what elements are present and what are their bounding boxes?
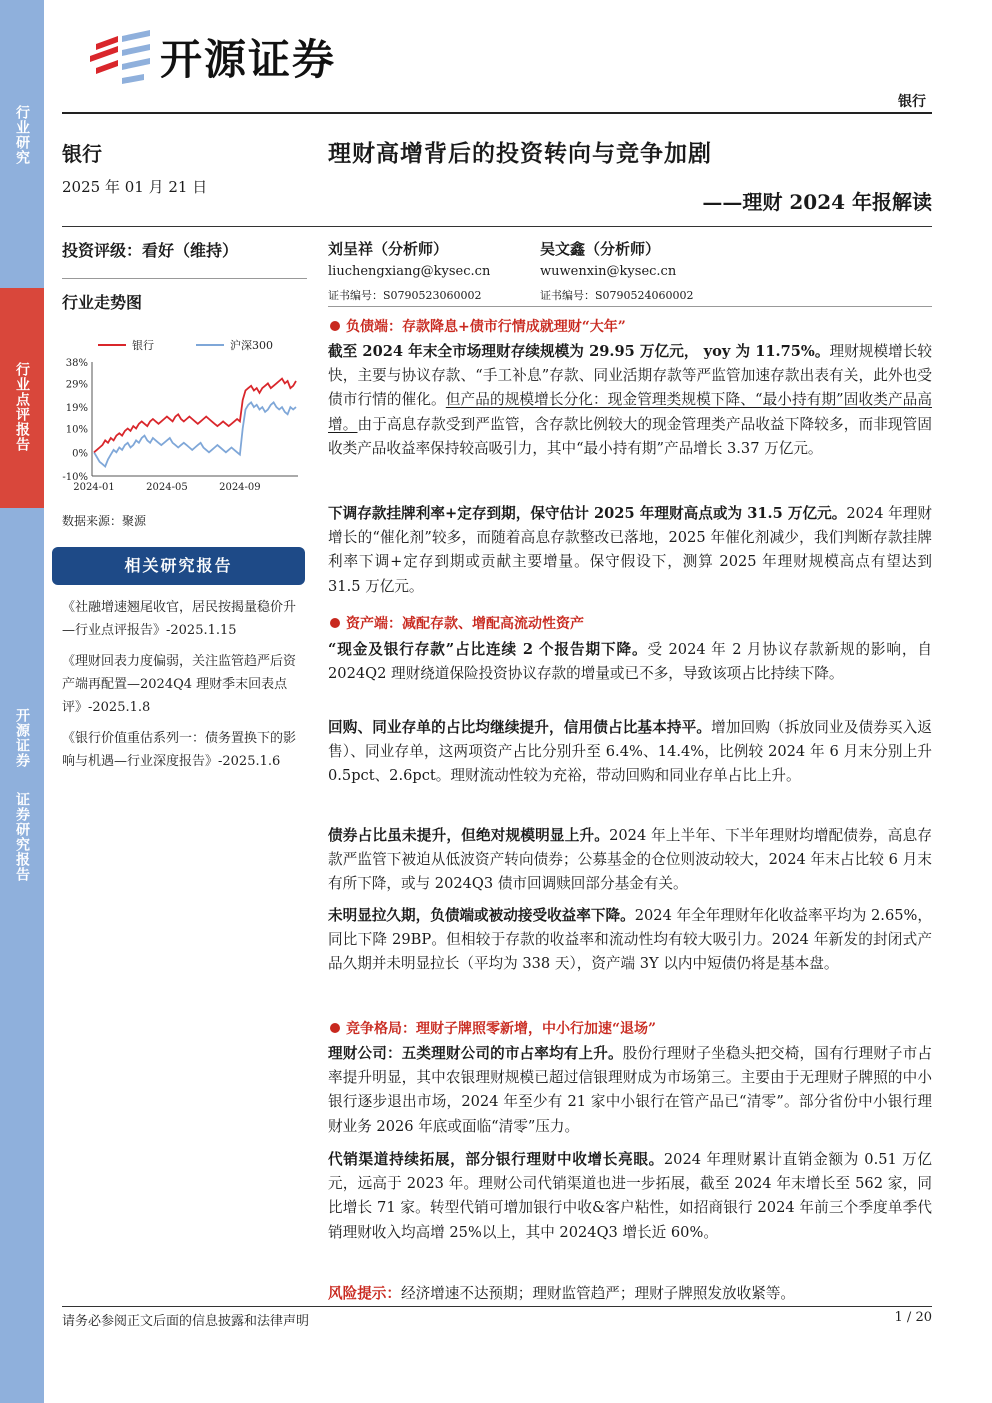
paragraph-8 xyxy=(328,1148,932,1245)
paragraph-4-text: 增加回购（拆放同业及债券买入返售）、同业存单，这两项资产占比分别升至 6.4%、14.4%，比例较 2024 年 6 月末分别上升 0.5pct、2.6pct。理财流动性较为充裕，带动回购和同业存单占比上升。 xyxy=(328,719,932,785)
rating xyxy=(62,238,238,261)
chart-legend-label: 沪深300 xyxy=(230,339,273,352)
paragraph-1-underline: 但产品的规模增长分化：现金管理类规模下降、“最小持有期”固收类产品高增。 xyxy=(328,391,932,433)
paragraph-4-lead: 回购、同业存单的占比均继续提升，信用债占比基本持平。 xyxy=(328,719,712,736)
paragraph-2-lead: 下调存款挂牌利率+定存到期，保守估计 2025 年理财高点或为 31.5 万亿元。 xyxy=(328,505,847,522)
paragraph-3-text: 受 2024 年 2 月协议存款新规的影响，自 2024Q2 理财绕道保险投资协议存款的增量或已不多，导致该项占比持续下降。 xyxy=(328,641,932,683)
paragraph-5 xyxy=(328,824,932,897)
analyst-2-cert: 证书编号：S0790524060002 xyxy=(540,289,694,302)
analyst-rule xyxy=(328,306,932,307)
paragraph-1-text-2: 由于高息存款受到严监管，含存款比例较大的现金管理类产品收益下降较多，而非现管固收类产品收益率保持较高吸引力，其中“最小持有期”产品增长 3.37 万亿元。 xyxy=(328,415,932,457)
logo-text: 开源证券 xyxy=(160,35,337,84)
chart-y-tick-label: 29% xyxy=(65,379,88,391)
sector-title: 银行 xyxy=(62,142,102,166)
report-subtitle: ——理财 2024 年报解读 xyxy=(702,190,932,214)
header-rule xyxy=(62,112,932,114)
side-label-kysec: 开源证券 xyxy=(14,708,30,768)
chart-y-tick-label: 19% xyxy=(65,403,88,415)
chart-y-tick-label: 10% xyxy=(65,424,88,436)
section-competition-title: 竞争格局：理财子牌照零新增，中小行加速“退场” xyxy=(346,1021,657,1037)
kysec-logo-icon xyxy=(88,30,154,86)
title-rule xyxy=(62,226,932,227)
paragraph-7-text: 股份行理财子坐稳头把交椅，国有行理财子市占率提升明显，其中农银理财规模已超过信银理财成为市场第三。主要由于无理财子牌照的中小银行逐步退出市场，2024 年至少有 21 家中小银行在管产品已“清零”。部分省份中小银行理财业务 2026 年底或面临“清零”压力。 xyxy=(328,1045,932,1135)
paragraph-1 xyxy=(328,340,932,461)
section-competition xyxy=(330,1018,656,1040)
paragraph-1-lead: 截至 2024 年末全市场理财存续规模为 29.95 万亿元， yoy 为 11.75%。 xyxy=(328,343,830,360)
analyst-2-name: 吴文鑫（分析师） xyxy=(540,240,661,258)
section-asset-title: 资产端：减配存款、增配高流动性资产 xyxy=(346,616,584,632)
analyst-2-email[interactable]: wuwenxin@kysec.cn xyxy=(540,264,677,279)
report-date: 2025 年 01 月 21 日 xyxy=(62,178,208,196)
paragraph-6-lead: 未明显拉久期，负债端或被动接受收益率下降。 xyxy=(328,907,635,924)
chart-y-tick-label: 38% xyxy=(65,358,88,369)
related-report-1[interactable]: 《社融增速翘尾收官，居民按揭量稳价升 —行业点评报告》-2025.1.15 xyxy=(62,600,297,638)
side-label-securities-research: 证券研究报告 xyxy=(14,792,30,882)
side-label-industry-research: 行业研究 xyxy=(14,105,30,165)
rating-value: 看好（维持） xyxy=(142,241,239,260)
rating-rule xyxy=(62,278,307,279)
footer-rule xyxy=(62,1306,932,1307)
industry-trend-chart xyxy=(52,330,308,500)
paragraph-7 xyxy=(328,1042,932,1139)
analyst-1-cert: 证书编号：S0790523060002 xyxy=(328,289,482,302)
chart-x-tick-label: 2024-05 xyxy=(146,482,188,493)
rating-label: 投资评级： xyxy=(62,241,143,260)
related-report-2[interactable]: 《理财回表力度偏弱，关注监管趋严后资产端再配置—2024Q4 理财季末回表点评》-2025.1.8 xyxy=(62,654,297,715)
chart-x-tick-label: 2024-09 xyxy=(219,482,261,493)
paragraph-4 xyxy=(328,716,932,789)
section-liability xyxy=(330,316,626,338)
chart-legend-label: 银行 xyxy=(132,339,154,352)
section-asset xyxy=(330,613,584,635)
paragraph-6 xyxy=(328,904,932,977)
paragraph-1-text: 理财规模增长较快，主要与协议存款、“手工补息”存款、同业活期存款等严监管加速存款出表有关，此外也受债市行情的催化。 xyxy=(328,343,932,409)
side-band-bottom xyxy=(0,508,44,1403)
bullet-dot-icon xyxy=(330,321,340,331)
analyst-1-email[interactable]: liuchengxiang@kysec.cn xyxy=(328,264,491,279)
risk-text: 经济增速不达预期；理财监管趋严；理财子牌照发放收紧等。 xyxy=(400,1285,796,1302)
related-report-3[interactable]: 《银行价值重估系列一：债务置换下的影响与机遇—行业深度报告》-2025.1.6 xyxy=(62,731,297,769)
paragraph-8-lead: 代销渠道持续拓展，部分银行理财中收增长亮眼。 xyxy=(328,1151,664,1168)
paragraph-2 xyxy=(328,502,932,599)
page-number: 1 / 20 xyxy=(894,1310,932,1325)
chart-series-line xyxy=(94,402,296,466)
sector-tag: 银行 xyxy=(898,94,926,110)
footer-disclaimer: 请务必参阅正文后面的信息披露和法律声明 xyxy=(62,1314,310,1329)
paragraph-2-text: 2024 年理财增长的“催化剂”较多，而随着高息存款整改已落地，2025 年催化剂减少，我们判断存款挂牌利率下调+定存到期或贡献主要增量。保守假设下，测算 2025 年理财规模高点有望达到 31.5 万亿元。 xyxy=(328,505,932,595)
risk-label: 风险提示： xyxy=(328,1285,401,1302)
paragraph-8-text: 2024 年理财累计直销金额为 0.51 万亿元，远高于 2023 年。理财公司代销渠道也进一步拓展，截至 2024 年末增长至 562 家，同比增长 71 家。转型代销可增加银行中收&客户粘性，如招商银行 2024 年前三个季度单季代销理财收入均高增 25%以上，其中 2024Q3 增长近 60%。 xyxy=(328,1151,932,1241)
related-reports-header: 相关研究报告 xyxy=(52,547,305,585)
paragraph-6-text: 2024 年全年理财年化收益率平均为 2.65%，同比下降 29BP。但相较于存款的收益率和流动性均有较大吸引力。2024 年新发的封闭式产品久期并未明显拉长（平均为 338 天），资产端 3Y 以内中短债仍将是基本盘。 xyxy=(328,907,932,973)
chart-source: 数据来源：聚源 xyxy=(62,514,147,528)
paragraph-5-lead: 债券占比虽未提升，但绝对规模明显上升。 xyxy=(328,827,610,844)
chart-series-line xyxy=(94,379,296,453)
bullet-dot-icon xyxy=(330,618,340,628)
risk-warning xyxy=(328,1282,932,1306)
trend-title: 行业走势图 xyxy=(62,293,143,312)
chart-y-tick-label: -10% xyxy=(62,472,88,483)
section-liability-title: 负债端：存款降息+债市行情成就理财“大年” xyxy=(346,319,626,335)
paragraph-5-text: 2024 年上半年、下半年理财均增配债券，高息存款严监管下被迫从低波资产转向债券；公募基金的仓位则波动较大，2024 年末占比较 6 月末有所下降，或与 2024Q3 债市回调赎回部分基金有关。 xyxy=(328,827,932,893)
chart-x-tick-label: 2024-01 xyxy=(73,482,115,493)
paragraph-3 xyxy=(328,638,932,686)
paragraph-3-lead: “现金及银行存款”占比连续 2 个报告期下降。 xyxy=(328,641,648,658)
paragraph-7-lead: 理财公司：五类理财公司的市占率均有上升。 xyxy=(328,1045,623,1062)
analyst-1-name: 刘呈祥（分析师） xyxy=(328,240,449,258)
side-label-report-type: 行业点评报告 xyxy=(14,362,30,452)
bullet-dot-icon xyxy=(330,1023,340,1033)
chart-y-tick-label: 0% xyxy=(72,448,88,460)
report-title: 理财高增背后的投资转向与竞争加剧 xyxy=(328,140,712,167)
